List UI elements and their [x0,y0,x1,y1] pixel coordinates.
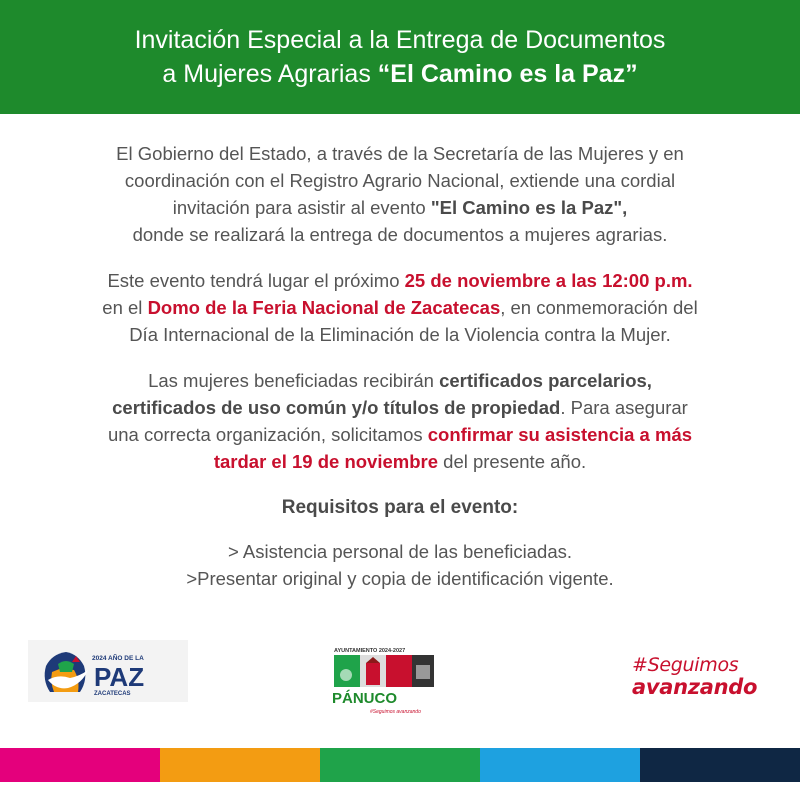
requirement-item-2: >Presentar original y copia de identificación vigente. [186,568,614,589]
benefits-titles: certificados de uso común y/o títulos de propiedad [112,397,561,418]
seguimos-hashtag: #Seguimos [632,654,739,676]
confirm-attendance-text: confirmar su asistencia a más [427,424,693,445]
svg-text:#Seguimos avanzando: #Seguimos avanzando [370,709,421,715]
header-title-line2 [162,57,637,91]
date-line-2 [20,294,780,321]
benefits-line-2-suffix: . Para asegurar [560,397,688,418]
header-title-line2-prefix: a Mujeres Agrarias [162,60,378,88]
intro-line-2: coordinación con el Registro Agrario Nacional, extiende una cordial [124,170,676,191]
benefits-line-3-prefix: una correcta organización, solicitamos [107,424,428,445]
stripe-orange [160,748,320,782]
benefits-line-2 [20,394,780,421]
paz-dove-icon [28,640,188,702]
svg-text:AYUNTAMIENTO 2024-2027: AYUNTAMIENTO 2024-2027 [334,648,406,654]
avanzando-text: avanzando [632,675,758,699]
event-venue: Domo de la Feria Nacional de Zacatecas [147,297,501,318]
requirement-item-1: > Asistencia personal de las beneficiadas. [227,541,572,562]
intro-line-4: donde se realizará la entrega de documentos a mujeres agrarias. [132,224,668,245]
stripe-navy [640,748,800,782]
svg-text:ZACATECAS: ZACATECAS [94,691,131,697]
intro-line-3 [20,194,780,221]
panuco-logo [330,645,440,717]
intro-line-1: El Gobierno del Estado, a través de la Secretaría de las Mujeres y en [116,143,684,164]
header-banner [0,0,800,114]
intro-line-3-prefix: invitación para asistir al evento [172,197,431,218]
paragraph-intro [20,140,780,248]
svg-text:PAZ: PAZ [94,662,145,692]
stripe-magenta [0,748,160,782]
footer-margin [0,782,800,800]
date-line-2-suffix: , en conmemoración del [500,297,698,318]
benefits-line-1-prefix: Las mujeres beneficiadas recibirán [148,370,440,391]
header-title-event-name: “El Camino es la Paz” [377,60,638,88]
benefits-line-3 [20,421,780,448]
benefits-line-4 [20,448,780,475]
benefits-line-1 [20,367,780,394]
invitation-body [20,140,780,592]
date-line-3: Día Internacional de la Eliminación de la Violencia contra la Mujer. [129,324,671,345]
requirements-title: Requisitos para el evento: [281,497,519,518]
seguimos-avanzando-logo [632,655,762,701]
benefits-line-4-suffix: del presente año. [438,451,587,472]
paz-zacatecas-logo [28,640,188,702]
svg-text:2024 AÑO DE LA: 2024 AÑO DE LA [92,655,144,662]
date-line-1-prefix: Este evento tendrá lugar el próximo [107,270,405,291]
date-line-1 [20,267,780,294]
header-title-line1: Invitación Especial a la Entrega de Documentos [134,26,666,54]
paragraph-benefits [20,367,780,475]
stripe-green [320,748,480,782]
svg-text:PÁNUCO: PÁNUCO [332,690,398,707]
intro-event-name: "El Camino es la Paz", [430,197,628,218]
stripe-blue [480,748,640,782]
paragraph-date-place [20,267,780,348]
benefits-certificates: certificados parcelarios, [439,370,652,391]
date-line-2-prefix: en el [102,297,148,318]
color-stripe-bar [0,748,800,782]
confirm-deadline: tardar el 19 de noviembre [213,451,439,472]
panuco-emblem-icon [330,645,440,717]
event-date: 25 de noviembre a las 12:00 p.m. [404,270,693,291]
